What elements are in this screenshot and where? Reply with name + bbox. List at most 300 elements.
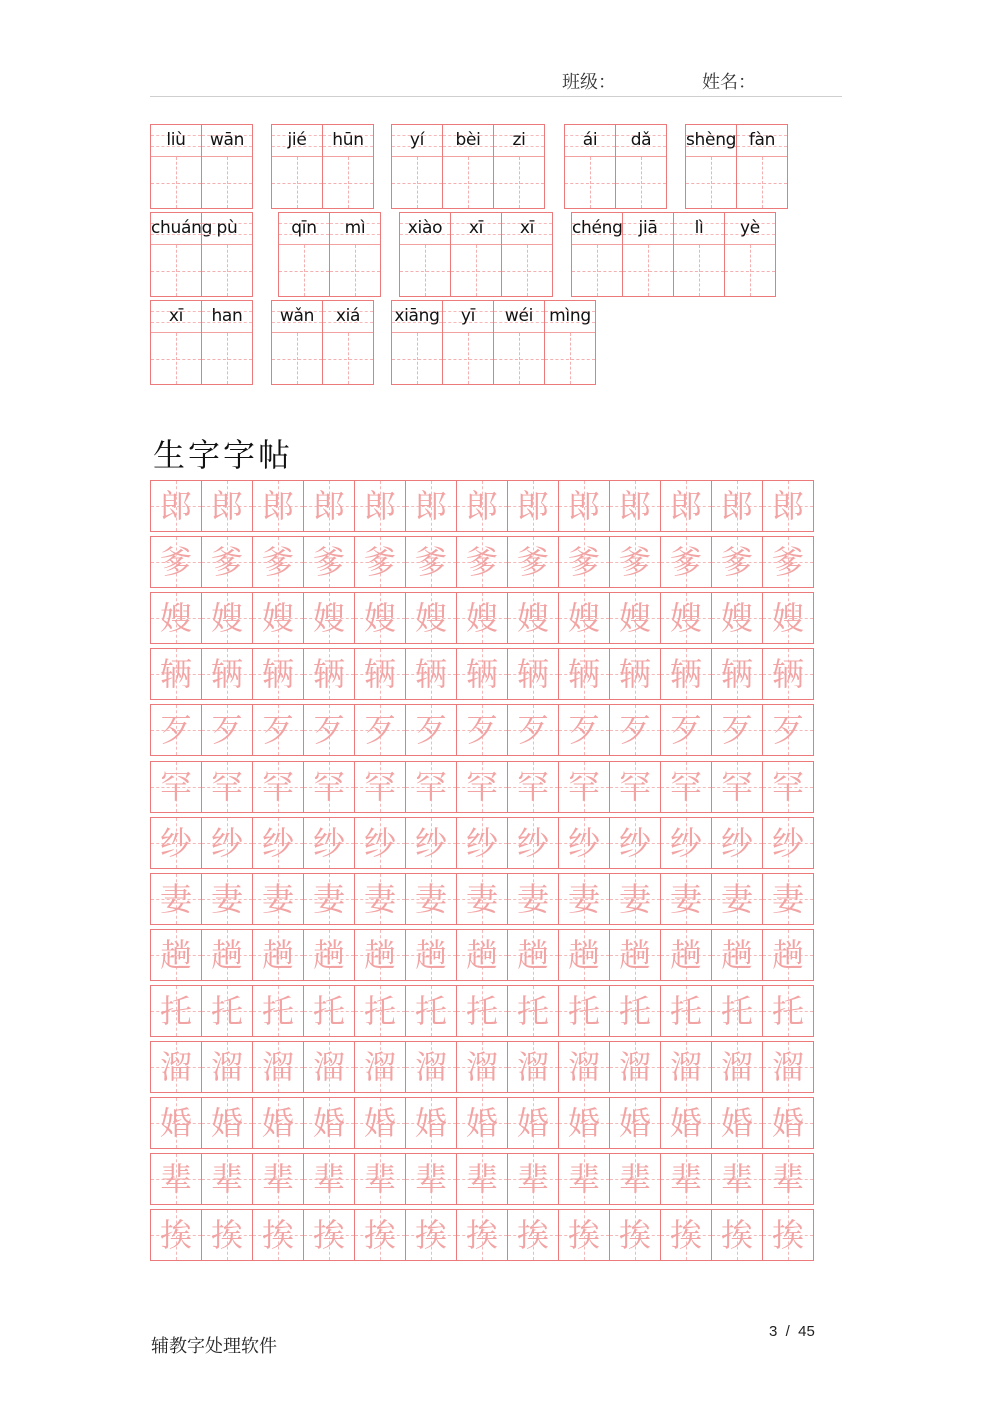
pinyin-word-group — [278, 212, 381, 297]
trace-character: 溜 — [669, 1048, 702, 1086]
trace-character: 婚 — [414, 1104, 447, 1142]
trace-character: 挨 — [465, 1216, 498, 1254]
tian-grid-cell — [711, 648, 763, 700]
tian-grid-cell — [507, 1209, 559, 1261]
trace-character: 辈 — [363, 1160, 396, 1198]
tian-grid-cell — [762, 1209, 814, 1261]
tian-grid-cell — [150, 929, 202, 981]
tian-grid-cell — [711, 1209, 763, 1261]
tian-grid-cell — [762, 817, 814, 869]
page-header — [150, 60, 842, 97]
tian-grid-cell — [507, 1153, 559, 1205]
trace-character: 爹 — [159, 543, 192, 581]
trace-character: 纱 — [465, 824, 498, 862]
tian-grid-cell — [507, 1097, 559, 1149]
tian-grid-cell — [303, 1097, 355, 1149]
pinyin-word-group — [150, 124, 253, 209]
trace-character: 歹 — [159, 711, 192, 749]
tian-grid-cell — [609, 592, 661, 644]
practice-row — [150, 1153, 818, 1205]
pinyin-word-group — [391, 300, 596, 385]
tian-grid-cell — [252, 536, 304, 588]
pinyin-word-group — [571, 212, 776, 297]
tian-grid-cell — [456, 480, 508, 532]
trace-character: 爹 — [414, 543, 447, 581]
hanzi-writing-box — [494, 157, 544, 208]
trace-character: 托 — [363, 992, 396, 1030]
tian-grid-cell — [150, 817, 202, 869]
tian-grid-cell — [405, 536, 457, 588]
trace-character: 嫂 — [669, 599, 702, 637]
syllable-cell — [493, 300, 545, 385]
trace-character: 溜 — [261, 1048, 294, 1086]
pinyin-text: jié — [287, 130, 307, 150]
pinyin-text: mì — [344, 218, 366, 238]
hanzi-writing-box — [686, 157, 736, 208]
tian-grid-cell — [354, 704, 406, 756]
trace-character: 嫂 — [159, 599, 192, 637]
trace-character: 辈 — [414, 1160, 447, 1198]
trace-character: 溜 — [312, 1048, 345, 1086]
tian-grid-cell — [711, 1153, 763, 1205]
tian-grid-cell — [150, 1097, 202, 1149]
tian-grid-cell — [201, 1041, 253, 1093]
tian-grid-cell — [609, 648, 661, 700]
trace-character: 郎 — [771, 487, 804, 525]
trace-character: 趟 — [261, 936, 294, 974]
trace-character: 挨 — [618, 1216, 651, 1254]
pinyin-text: xiào — [407, 218, 443, 238]
practice-row — [150, 592, 818, 644]
trace-character: 罕 — [414, 768, 447, 806]
tian-grid-cell — [711, 1097, 763, 1149]
tian-grid-cell — [456, 648, 508, 700]
trace-character: 辆 — [465, 655, 498, 693]
trace-character: 爹 — [720, 543, 753, 581]
trace-character: 辆 — [363, 655, 396, 693]
tian-grid-cell — [660, 648, 712, 700]
tian-grid-cell — [609, 817, 661, 869]
tian-grid-cell — [150, 592, 202, 644]
trace-character: 辆 — [312, 655, 345, 693]
trace-character: 嫂 — [618, 599, 651, 637]
tian-grid-cell — [711, 1041, 763, 1093]
tian-grid-cell — [405, 873, 457, 925]
trace-character: 嫂 — [516, 599, 549, 637]
pinyin-text: yí — [409, 130, 425, 150]
hanzi-writing-box — [737, 157, 787, 208]
trace-character: 妻 — [720, 880, 753, 918]
tian-grid-cell — [405, 1153, 457, 1205]
tian-grid-cell — [303, 817, 355, 869]
tian-grid-cell — [201, 592, 253, 644]
pinyin-word-group — [271, 300, 374, 385]
pinyin-text: chéng — [572, 218, 623, 238]
tian-grid-cell — [609, 1209, 661, 1261]
tian-grid-cell — [660, 1041, 712, 1093]
tian-grid-cell — [711, 536, 763, 588]
practice-row — [150, 480, 818, 532]
practice-row — [150, 536, 818, 588]
trace-character: 溜 — [618, 1048, 651, 1086]
tian-grid-cell — [456, 1097, 508, 1149]
trace-character: 辈 — [516, 1160, 549, 1198]
trace-character: 婚 — [618, 1104, 651, 1142]
tian-grid-cell — [150, 480, 202, 532]
hanzi-writing-box — [443, 157, 493, 208]
syllable-cell — [391, 124, 443, 209]
pinyin-text: xī — [468, 218, 484, 238]
tian-grid-cell — [762, 985, 814, 1037]
trace-character: 辈 — [669, 1160, 702, 1198]
hanzi-writing-box — [616, 157, 666, 208]
trace-character: 趟 — [618, 936, 651, 974]
tian-grid-cell — [456, 592, 508, 644]
tian-grid-cell — [150, 761, 202, 813]
tian-grid-cell — [660, 1153, 712, 1205]
trace-character: 辈 — [465, 1160, 498, 1198]
trace-character: 妻 — [159, 880, 192, 918]
tian-grid-cell — [711, 704, 763, 756]
pinyin-text: wān — [209, 130, 245, 150]
trace-character: 歹 — [414, 711, 447, 749]
trace-character: 托 — [261, 992, 294, 1030]
trace-character: 辈 — [771, 1160, 804, 1198]
tian-grid-cell — [609, 480, 661, 532]
trace-character: 纱 — [618, 824, 651, 862]
syllable-cell — [150, 212, 213, 297]
tian-grid-cell — [354, 873, 406, 925]
trace-character: 托 — [159, 992, 192, 1030]
trace-character: 歹 — [720, 711, 753, 749]
trace-character: 托 — [465, 992, 498, 1030]
trace-character: 托 — [771, 992, 804, 1030]
tian-grid-cell — [354, 480, 406, 532]
tian-grid-cell — [201, 704, 253, 756]
trace-character: 托 — [516, 992, 549, 1030]
tian-grid-cell — [201, 929, 253, 981]
trace-character: 郎 — [312, 487, 345, 525]
hanzi-writing-box — [392, 157, 442, 208]
syllable-cell — [442, 300, 494, 385]
pinyin-text: zi — [512, 130, 526, 150]
trace-character: 辈 — [618, 1160, 651, 1198]
trace-character: 郎 — [465, 487, 498, 525]
trace-character: 妻 — [465, 880, 498, 918]
tian-grid-cell — [558, 1209, 610, 1261]
tian-grid-cell — [558, 648, 610, 700]
footer-software-name: 辅教字处理软件 — [151, 1336, 277, 1357]
syllable-cell — [150, 300, 202, 385]
trace-character: 辈 — [210, 1160, 243, 1198]
practice-row — [150, 704, 818, 756]
tian-grid-cell — [150, 873, 202, 925]
tian-grid-cell — [507, 592, 559, 644]
tian-grid-cell — [354, 1209, 406, 1261]
practice-row — [150, 929, 818, 981]
trace-character: 郎 — [567, 487, 600, 525]
hanzi-writing-box — [151, 157, 201, 208]
tian-grid-cell — [354, 1153, 406, 1205]
trace-character: 婚 — [363, 1104, 396, 1142]
tian-grid-cell — [558, 1041, 610, 1093]
tian-grid-cell — [660, 480, 712, 532]
trace-character: 溜 — [720, 1048, 753, 1086]
tian-grid-cell — [252, 1153, 304, 1205]
trace-character: 爹 — [210, 543, 243, 581]
syllable-cell — [724, 212, 776, 297]
tian-grid-cell — [303, 648, 355, 700]
tian-grid-cell — [660, 1209, 712, 1261]
trace-character: 罕 — [618, 768, 651, 806]
trace-character: 辈 — [261, 1160, 294, 1198]
tian-grid-cell — [303, 592, 355, 644]
tian-grid-cell — [660, 592, 712, 644]
trace-character: 郎 — [669, 487, 702, 525]
syllable-cell — [564, 124, 616, 209]
tian-grid-cell — [507, 985, 559, 1037]
trace-character: 郎 — [720, 487, 753, 525]
trace-character: 挨 — [516, 1216, 549, 1254]
tian-grid-cell — [456, 929, 508, 981]
trace-character: 爹 — [363, 543, 396, 581]
trace-character: 歹 — [567, 711, 600, 749]
trace-character: 歹 — [261, 711, 294, 749]
pinyin-text: pù — [216, 218, 238, 238]
syllable-cell — [673, 212, 725, 297]
tian-grid-cell — [354, 929, 406, 981]
tian-grid-cell — [762, 704, 814, 756]
trace-character: 托 — [210, 992, 243, 1030]
trace-character: 趟 — [363, 936, 396, 974]
pinyin-text: xiāng — [394, 306, 440, 326]
tian-grid-cell — [252, 704, 304, 756]
tian-grid-cell — [660, 985, 712, 1037]
hanzi-writing-box — [151, 333, 201, 384]
tian-grid-cell — [201, 873, 253, 925]
tian-grid-cell — [252, 592, 304, 644]
hanzi-writing-box — [623, 245, 673, 296]
trace-character: 辈 — [312, 1160, 345, 1198]
tian-grid-cell — [252, 1041, 304, 1093]
syllable-cell — [450, 212, 502, 297]
tian-grid-cell — [609, 704, 661, 756]
trace-character: 婚 — [771, 1104, 804, 1142]
trace-character: 趟 — [720, 936, 753, 974]
pinyin-text: wéi — [504, 306, 534, 326]
tian-grid-cell — [609, 929, 661, 981]
hanzi-writing-box — [202, 245, 252, 296]
tian-grid-cell — [456, 704, 508, 756]
tian-grid-cell — [711, 929, 763, 981]
trace-character: 趟 — [159, 936, 192, 974]
trace-character: 爹 — [312, 543, 345, 581]
trace-character: 罕 — [312, 768, 345, 806]
trace-character: 趟 — [312, 936, 345, 974]
tian-grid-cell — [150, 985, 202, 1037]
trace-character: 妻 — [771, 880, 804, 918]
tian-grid-cell — [660, 1097, 712, 1149]
trace-character: 纱 — [363, 824, 396, 862]
tian-grid-cell — [456, 985, 508, 1037]
trace-character: 托 — [669, 992, 702, 1030]
syllable-cell — [399, 212, 451, 297]
pinyin-text: xiá — [335, 306, 361, 326]
trace-character: 罕 — [567, 768, 600, 806]
tian-grid-cell — [507, 761, 559, 813]
tian-grid-cell — [252, 929, 304, 981]
trace-character: 罕 — [159, 768, 192, 806]
tian-grid-cell — [150, 704, 202, 756]
tian-grid-cell — [201, 480, 253, 532]
trace-character: 溜 — [465, 1048, 498, 1086]
syllable-cell — [271, 124, 323, 209]
tian-grid-cell — [354, 1097, 406, 1149]
trace-character: 爹 — [516, 543, 549, 581]
tian-grid-cell — [762, 536, 814, 588]
hanzi-writing-box — [323, 157, 373, 208]
trace-character: 妻 — [210, 880, 243, 918]
practice-row — [150, 648, 818, 700]
tian-grid-cell — [507, 648, 559, 700]
trace-character: 罕 — [261, 768, 294, 806]
pinyin-text: ái — [582, 130, 598, 150]
hanzi-writing-box — [565, 157, 615, 208]
trace-character: 爹 — [465, 543, 498, 581]
tian-grid-cell — [201, 648, 253, 700]
tian-grid-cell — [201, 761, 253, 813]
trace-character: 罕 — [465, 768, 498, 806]
tian-grid-cell — [201, 1153, 253, 1205]
tian-grid-cell — [711, 817, 763, 869]
trace-character: 辆 — [159, 655, 192, 693]
tian-grid-cell — [150, 1041, 202, 1093]
tian-grid-cell — [507, 929, 559, 981]
trace-character: 罕 — [210, 768, 243, 806]
trace-character: 纱 — [771, 824, 804, 862]
trace-character: 妻 — [516, 880, 549, 918]
trace-character: 辆 — [669, 655, 702, 693]
tian-grid-cell — [762, 1041, 814, 1093]
hanzi-writing-box — [279, 245, 329, 296]
trace-character: 溜 — [414, 1048, 447, 1086]
pinyin-text: lì — [694, 218, 704, 238]
pinyin-text: yī — [460, 306, 476, 326]
tian-grid-cell — [558, 536, 610, 588]
trace-character: 托 — [720, 992, 753, 1030]
trace-character: 辆 — [720, 655, 753, 693]
tian-grid-cell — [558, 985, 610, 1037]
trace-character: 挨 — [567, 1216, 600, 1254]
trace-character: 辆 — [567, 655, 600, 693]
trace-character: 趟 — [669, 936, 702, 974]
trace-character: 罕 — [516, 768, 549, 806]
trace-character: 挨 — [312, 1216, 345, 1254]
pinyin-text: han — [211, 306, 243, 326]
trace-character: 辆 — [618, 655, 651, 693]
trace-character: 嫂 — [465, 599, 498, 637]
hanzi-writing-box — [545, 333, 595, 384]
trace-character: 郎 — [363, 487, 396, 525]
hanzi-writing-box — [272, 333, 322, 384]
tian-grid-cell — [558, 480, 610, 532]
tian-grid-cell — [405, 1041, 457, 1093]
hanzi-writing-box — [151, 245, 201, 296]
pinyin-text: qīn — [291, 218, 317, 238]
tian-grid-cell — [558, 873, 610, 925]
practice-row — [150, 817, 818, 869]
tian-grid-cell — [507, 480, 559, 532]
tian-grid-cell — [762, 1153, 814, 1205]
pinyin-word-group — [391, 124, 545, 209]
tian-grid-cell — [303, 985, 355, 1037]
syllable-cell — [493, 124, 545, 209]
syllable-cell — [201, 300, 253, 385]
tian-grid-cell — [201, 1097, 253, 1149]
trace-character: 罕 — [363, 768, 396, 806]
tian-grid-cell — [354, 592, 406, 644]
hanzi-writing-box — [674, 245, 724, 296]
tian-grid-cell — [762, 929, 814, 981]
tian-grid-cell — [660, 761, 712, 813]
trace-character: 婚 — [465, 1104, 498, 1142]
tian-grid-cell — [507, 536, 559, 588]
tian-grid-cell — [405, 985, 457, 1037]
tian-grid-cell — [660, 704, 712, 756]
hanzi-writing-box — [502, 245, 552, 296]
tian-grid-cell — [609, 536, 661, 588]
tian-grid-cell — [456, 1153, 508, 1205]
trace-character: 溜 — [210, 1048, 243, 1086]
tian-grid-cell — [762, 761, 814, 813]
tian-grid-cell — [252, 480, 304, 532]
syllable-cell — [571, 212, 623, 297]
hanzi-writing-box — [572, 245, 622, 296]
trace-character: 挨 — [669, 1216, 702, 1254]
tian-grid-cell — [609, 1041, 661, 1093]
name-label: 姓名： — [702, 72, 756, 93]
trace-character: 妻 — [618, 880, 651, 918]
trace-character: 纱 — [720, 824, 753, 862]
pinyin-text: xī — [519, 218, 535, 238]
trace-character: 婚 — [720, 1104, 753, 1142]
trace-character: 歹 — [312, 711, 345, 749]
trace-character: 辆 — [210, 655, 243, 693]
tian-grid-cell — [150, 1209, 202, 1261]
tian-grid-cell — [456, 536, 508, 588]
trace-character: 趟 — [210, 936, 243, 974]
trace-character: 妻 — [363, 880, 396, 918]
hanzi-writing-box — [272, 157, 322, 208]
trace-character: 纱 — [210, 824, 243, 862]
tian-grid-cell — [354, 1041, 406, 1093]
tian-grid-cell — [303, 873, 355, 925]
tian-grid-cell — [405, 480, 457, 532]
trace-character: 溜 — [771, 1048, 804, 1086]
trace-character: 歹 — [465, 711, 498, 749]
tian-grid-cell — [558, 592, 610, 644]
trace-character: 溜 — [159, 1048, 192, 1086]
tian-grid-cell — [507, 704, 559, 756]
trace-character: 嫂 — [720, 599, 753, 637]
pinyin-text: hūn — [332, 130, 364, 150]
syllable-cell — [201, 124, 253, 209]
trace-character: 婚 — [210, 1104, 243, 1142]
practice-row — [150, 1097, 818, 1149]
trace-character: 郎 — [159, 487, 192, 525]
pinyin-word-group — [399, 212, 553, 297]
trace-character: 歹 — [210, 711, 243, 749]
